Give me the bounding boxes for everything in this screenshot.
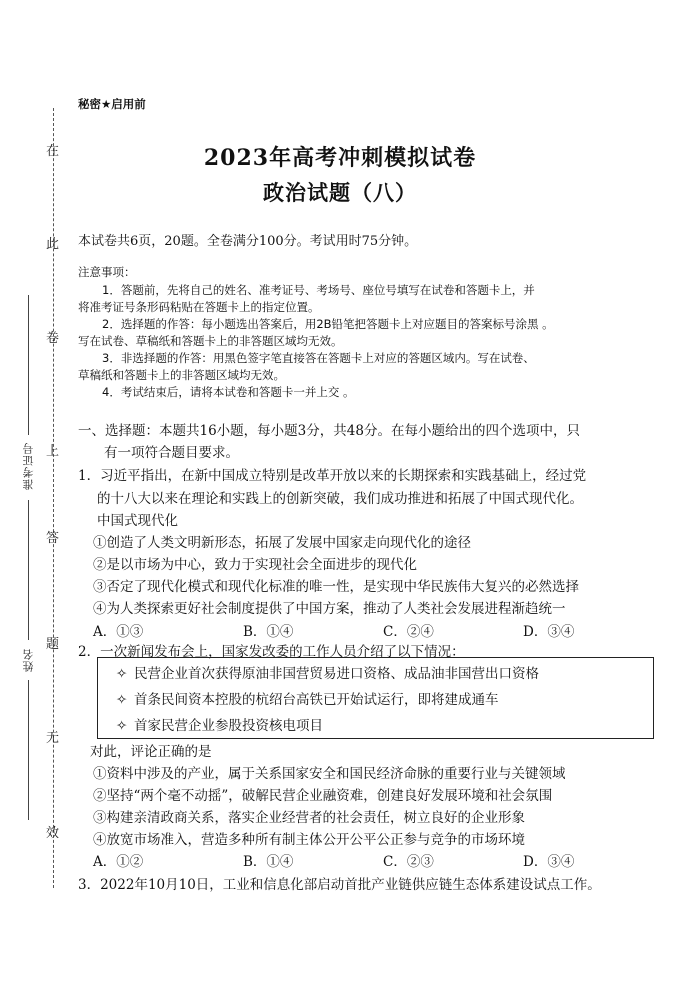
notice-line-3: 2．选择题的作答：每小题选出答案后，用2B铅笔把答题卡上对应题目的答案标号涂黑 。	[102, 317, 554, 331]
q1-option-1: ①创造了人类文明新形态，拓展了发展中国家走向现代化的途径	[93, 535, 471, 551]
q2-choice-c[interactable]: C．②③	[383, 854, 434, 870]
q2-choice-a[interactable]: A．①②	[93, 854, 144, 870]
margin-char-5: 答	[46, 531, 60, 546]
q1-stem-line-1: 1．习近平指出，在新中国成立特别是改革开放以来的长期探索和实践基础上，经过党	[78, 468, 587, 484]
margin-char-3: 卷	[46, 331, 60, 346]
name-label: 姓名	[22, 648, 35, 672]
q1-choice-c[interactable]: C．②④	[383, 624, 434, 640]
q1-option-2: ②是以市场为中心，致力于实现社会全面进步的现代化	[93, 557, 417, 573]
notice-line-4: 写在试卷、草稿纸和答题卡上的非答题区域均无效。	[78, 334, 343, 348]
q1-option-4: ④为人类探索更好社会制度提供了中国方案，推动了人类社会发展进程渐趋统一	[93, 601, 566, 617]
q2-box-text-1: 民营企业首次获得原油非国营贸易进口资格、成品油非国营出口资格	[134, 666, 539, 682]
q1-choice-d[interactable]: D．③④	[523, 624, 575, 640]
notice-line-7: 4．考试结束后，请将本试卷和答题卡一并上交 。	[102, 385, 355, 399]
exam-number-line-upper	[28, 295, 29, 435]
q2-box-item-2	[116, 688, 499, 708]
q2-stem-line-1: 2．一次新闻发布会上，国家发改委的工作人员介绍了以下情况：	[78, 644, 465, 660]
margin-char-2: 此	[46, 237, 60, 252]
margin-char-8: 效	[46, 826, 60, 841]
exam-number-label: 准考证号	[22, 442, 35, 490]
q2-stem-line-2: 对此，评论正确的是	[90, 744, 212, 760]
exam-intro: 本试卷共6页，20题。全卷满分100分。考试用时75分钟。	[78, 234, 418, 249]
section-heading-line-2: 有一项符合题目要求。	[104, 445, 239, 461]
notice-title: 注意事项：	[78, 265, 136, 279]
q2-info-box	[97, 657, 654, 739]
notice-line-5: 3．非选择题的作答：用黑色签字笔直接答在答题卡上对应的答题区域内。写在试卷、	[102, 351, 535, 365]
q2-choice-b[interactable]: B．①④	[243, 854, 294, 870]
diamond-bullet-icon: ✧	[116, 666, 128, 682]
notice-line-6: 草稿纸和答题卡上的非答题区域均无效。	[78, 368, 285, 382]
q1-stem-line-3: 中国式现代化	[97, 513, 178, 529]
notice-line-1: 1．答题前，先将自己的姓名、准考证号、考场号、座位号填写在试卷和答题卡上，并	[102, 283, 535, 297]
q2-box-item-3	[116, 714, 323, 734]
margin-char-6: 题	[46, 637, 60, 652]
diamond-bullet-icon: ✧	[116, 692, 128, 708]
q2-box-text-2: 首条民间资本控股的杭绍台高铁已开始试运行，即将建成通车	[134, 692, 499, 708]
exam-subtitle: 政治试题（八）	[263, 180, 417, 205]
binding-dashed-line	[53, 108, 54, 888]
q2-choice-d[interactable]: D．③④	[523, 854, 575, 870]
q3-stem-line-1: 3．2022年10月10日，工业和信息化部启动首批产业链供应链生态体系建设试点工作。	[78, 877, 601, 893]
q1-stem-line-2: 的十八大以来在理论和实践上的创新突破，我们成功推进和拓展了中国式现代化。	[97, 491, 583, 507]
q1-choice-b[interactable]: B．①④	[243, 624, 294, 640]
exam-title: 2023年高考冲刺模拟试卷	[203, 145, 477, 171]
margin-char-1: 在	[46, 144, 60, 159]
name-line-lower	[28, 680, 29, 820]
diamond-bullet-icon: ✧	[116, 718, 128, 734]
exam-number-line-lower	[28, 500, 29, 640]
q1-option-3: ③否定了现代化模式和现代化标准的唯一性，是实现中华民族伟大复兴的必然选择	[93, 579, 579, 595]
q2-option-1: ①资料中涉及的产业，属于关系国家安全和国民经济命脉的重要行业与关键领域	[93, 766, 566, 782]
q1-choice-a[interactable]: A．①③	[93, 624, 144, 640]
q2-box-text-3: 首家民营企业参股投资核电项目	[134, 718, 323, 734]
section-heading-line-1: 一、选择题：本题共16小题，每小题3分，共48分。在每小题给出的四个选项中，只	[78, 423, 580, 439]
q2-option-2: ②坚持“两个毫不动摇”，破解民营企业融资难，创建良好发展环境和社会氛围	[93, 788, 553, 804]
secret-label: 秘密★启用前	[78, 97, 146, 111]
q2-option-3: ③构建亲清政商关系，落实企业经营者的社会责任，树立良好的企业形象	[93, 810, 525, 826]
margin-char-4: 上	[46, 444, 60, 459]
margin-char-7: 无	[46, 731, 60, 746]
notice-line-2: 将准考证号条形码粘贴在答题卡上的指定位置。	[78, 300, 320, 314]
q2-box-item-1	[116, 662, 539, 682]
q2-option-4: ④放宽市场准入，营造多种所有制主体公开公平公正参与竞争的市场环境	[93, 832, 525, 848]
